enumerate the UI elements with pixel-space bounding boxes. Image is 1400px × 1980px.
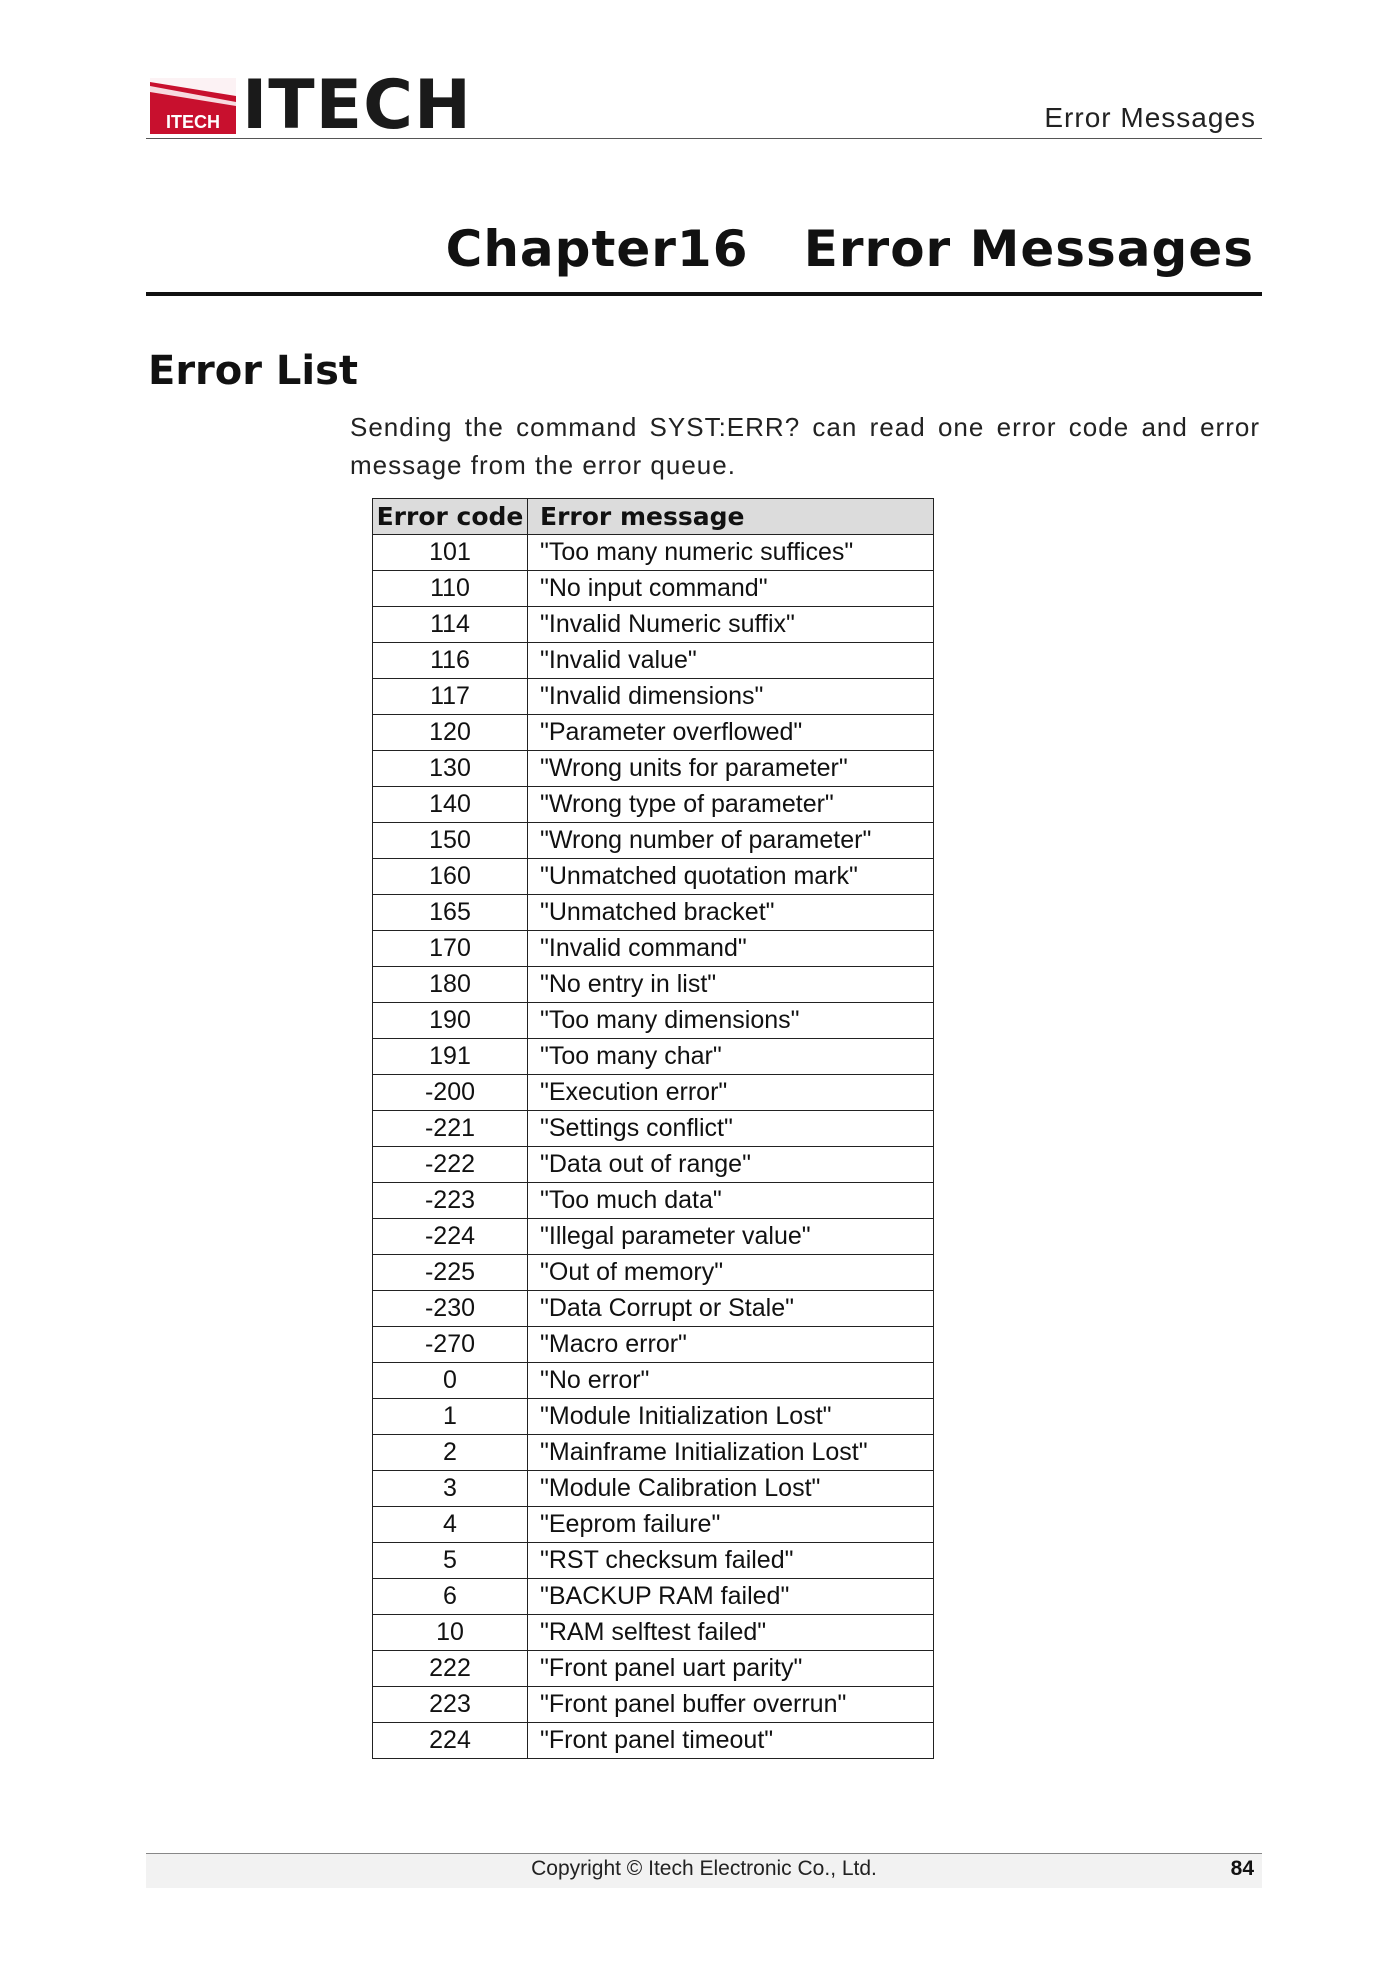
column-header-message: Error message: [528, 499, 934, 535]
error-code-cell: 0: [373, 1363, 528, 1399]
error-message-cell: "Wrong units for parameter": [528, 751, 934, 787]
error-message-cell: "Module Calibration Lost": [528, 1471, 934, 1507]
error-message-cell: "Invalid value": [528, 643, 934, 679]
error-message-cell: "Too many numeric suffices": [528, 535, 934, 571]
error-code-cell: 170: [373, 931, 528, 967]
error-message-cell: "Unmatched bracket": [528, 895, 934, 931]
error-code-cell: 110: [373, 571, 528, 607]
table-row: [373, 1291, 934, 1327]
table-row: [373, 1687, 934, 1723]
error-message-cell: "Invalid command": [528, 931, 934, 967]
table-row: [373, 931, 934, 967]
error-code-cell: -223: [373, 1183, 528, 1219]
error-code-cell: -200: [373, 1075, 528, 1111]
table-row: [373, 1183, 934, 1219]
error-table: [372, 498, 934, 1759]
logo-badge-icon: [150, 78, 236, 134]
chapter-title: Chapter16 Error Messages: [445, 220, 1254, 278]
error-code-cell: 130: [373, 751, 528, 787]
error-code-cell: 222: [373, 1651, 528, 1687]
table-row: [373, 1363, 934, 1399]
column-header-code: Error code: [373, 499, 528, 535]
table-row: [373, 1723, 934, 1759]
error-message-cell: "Settings conflict": [528, 1111, 934, 1147]
table-row: [373, 1435, 934, 1471]
page-footer: [146, 1853, 1262, 1888]
error-code-cell: -230: [373, 1291, 528, 1327]
table-row: [373, 643, 934, 679]
error-message-cell: "Invalid dimensions": [528, 679, 934, 715]
table-row: [373, 1507, 934, 1543]
table-row: [373, 1255, 934, 1291]
error-message-cell: "RAM selftest failed": [528, 1615, 934, 1651]
table-row: [373, 1327, 934, 1363]
error-message-cell: "Invalid Numeric suffix": [528, 607, 934, 643]
error-code-cell: 117: [373, 679, 528, 715]
error-code-cell: 5: [373, 1543, 528, 1579]
table-row: [373, 895, 934, 931]
table-row: [373, 1147, 934, 1183]
error-code-cell: 191: [373, 1039, 528, 1075]
logo-badge-text: ITECH: [166, 112, 220, 132]
error-code-cell: -225: [373, 1255, 528, 1291]
intro-paragraph: Sending the command SYST:ERR? can read one error code and error message from the error queue.: [350, 412, 1260, 480]
error-message-cell: "Too many char": [528, 1039, 934, 1075]
error-code-cell: 116: [373, 643, 528, 679]
chapter-heading: [146, 206, 1262, 296]
error-message-cell: "Front panel uart parity": [528, 1651, 934, 1687]
error-message-cell: "No error": [528, 1363, 934, 1399]
copyright-text: Copyright © Itech Electronic Co., Ltd.: [531, 1857, 877, 1880]
error-code-cell: -221: [373, 1111, 528, 1147]
error-code-cell: -270: [373, 1327, 528, 1363]
error-message-cell: "Macro error": [528, 1327, 934, 1363]
error-code-cell: 140: [373, 787, 528, 823]
error-message-cell: "Illegal parameter value": [528, 1219, 934, 1255]
error-code-cell: 2: [373, 1435, 528, 1471]
error-code-cell: -222: [373, 1147, 528, 1183]
error-message-cell: "Too much data": [528, 1183, 934, 1219]
table-row: [373, 1219, 934, 1255]
page-number: 84: [1230, 1857, 1254, 1880]
error-code-cell: 1: [373, 1399, 528, 1435]
error-message-cell: "Wrong type of parameter": [528, 787, 934, 823]
error-message-cell: "Module Initialization Lost": [528, 1399, 934, 1435]
error-message-cell: "Front panel buffer overrun": [528, 1687, 934, 1723]
table-header-row: [373, 499, 934, 535]
error-message-cell: "Unmatched quotation mark": [528, 859, 934, 895]
section-title: Error List: [148, 348, 359, 394]
table-row: [373, 787, 934, 823]
header-section-title: Error Messages: [1044, 102, 1256, 133]
error-message-cell: "Wrong number of parameter": [528, 823, 934, 859]
table-row: [373, 679, 934, 715]
error-message-cell: "Data Corrupt or Stale": [528, 1291, 934, 1327]
table-row: [373, 571, 934, 607]
table-row: [373, 1111, 934, 1147]
itech-logo: [150, 66, 472, 145]
error-code-cell: 165: [373, 895, 528, 931]
error-code-cell: 224: [373, 1723, 528, 1759]
error-message-cell: "No input command": [528, 571, 934, 607]
table-row: [373, 1579, 934, 1615]
table-row: [373, 1003, 934, 1039]
error-message-cell: "Execution error": [528, 1075, 934, 1111]
table-row: [373, 751, 934, 787]
table-row: [373, 1039, 934, 1075]
table-row: [373, 1615, 934, 1651]
error-code-cell: 10: [373, 1615, 528, 1651]
error-message-cell: "Front panel timeout": [528, 1723, 934, 1759]
table-row: [373, 607, 934, 643]
error-message-cell: "BACKUP RAM failed": [528, 1579, 934, 1615]
table-row: [373, 859, 934, 895]
error-code-cell: 190: [373, 1003, 528, 1039]
table-row: [373, 1075, 934, 1111]
table-row: [373, 823, 934, 859]
error-message-cell: "Eeprom failure": [528, 1507, 934, 1543]
error-code-cell: 160: [373, 859, 528, 895]
error-code-cell: 4: [373, 1507, 528, 1543]
error-message-cell: "Parameter overflowed": [528, 715, 934, 751]
error-code-cell: 101: [373, 535, 528, 571]
error-message-cell: "No entry in list": [528, 967, 934, 1003]
error-message-cell: "Out of memory": [528, 1255, 934, 1291]
error-message-cell: "Data out of range": [528, 1147, 934, 1183]
table-row: [373, 967, 934, 1003]
error-code-cell: 223: [373, 1687, 528, 1723]
table-row: [373, 1651, 934, 1687]
error-code-cell: 6: [373, 1579, 528, 1615]
table-row: [373, 1399, 934, 1435]
error-code-cell: 3: [373, 1471, 528, 1507]
logo-wordmark: ITECH: [242, 66, 472, 145]
table-row: [373, 535, 934, 571]
error-message-cell: "Too many dimensions": [528, 1003, 934, 1039]
page-header: [146, 66, 1262, 145]
error-code-cell: -224: [373, 1219, 528, 1255]
table-row: [373, 1543, 934, 1579]
error-code-cell: 114: [373, 607, 528, 643]
error-code-cell: 180: [373, 967, 528, 1003]
error-code-cell: 150: [373, 823, 528, 859]
error-code-cell: 120: [373, 715, 528, 751]
error-message-cell: "RST checksum failed": [528, 1543, 934, 1579]
table-row: [373, 715, 934, 751]
error-message-cell: "Mainframe Initialization Lost": [528, 1435, 934, 1471]
table-row: [373, 1471, 934, 1507]
